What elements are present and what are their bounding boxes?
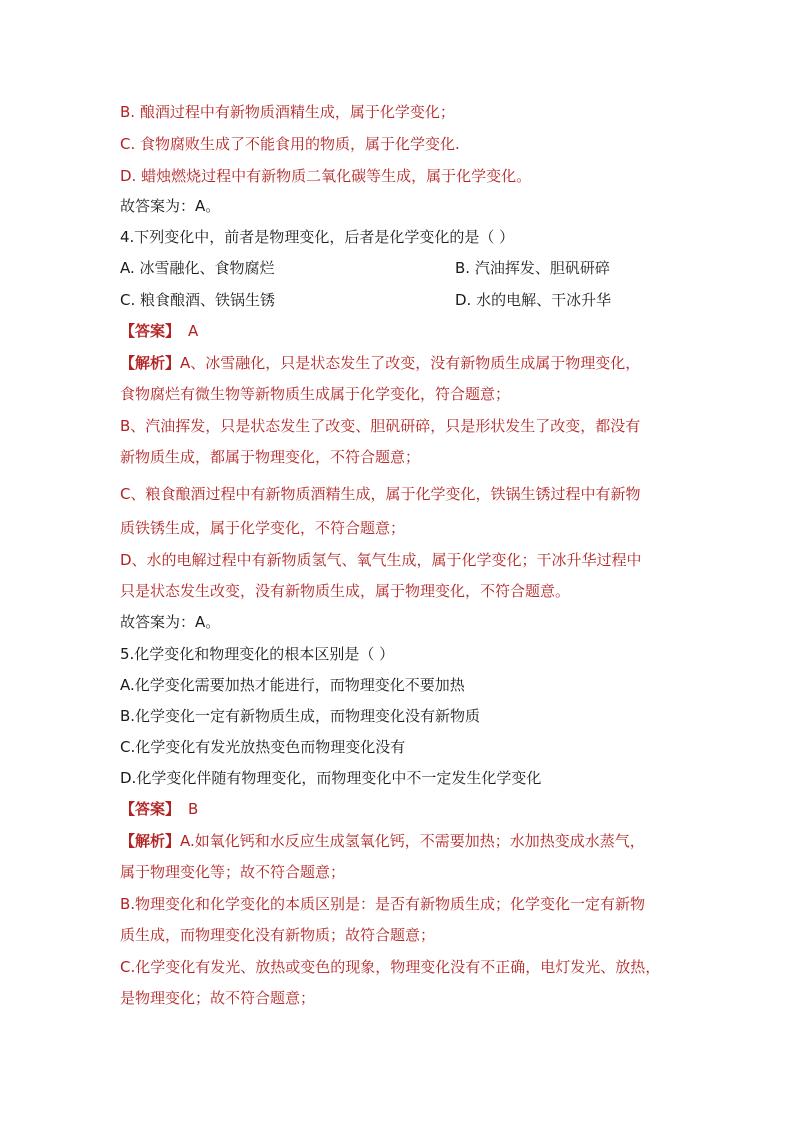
question-5-analysis-line-4: 质生成，而物理变化没有新物质；故符合题意； — [120, 926, 436, 944]
question-5-answer — [120, 799, 198, 819]
question-4-option-a: A. 冰雪融化、食物腐烂 — [120, 259, 275, 277]
question-4-option-d: D. 水的电解、干冰升华 — [455, 291, 612, 309]
question-4-answer — [120, 321, 198, 341]
question-5-option-b: B.化学变化一定有新物质生成，而物理变化没有新物质 — [120, 707, 481, 725]
question-4-analysis-line-2: 食物腐烂有微生物等新物质生成属于化学变化，符合题意； — [120, 385, 511, 403]
question-4-conclusion: 故答案为：A。 — [120, 613, 221, 631]
question-4-analysis-line-6: 质铁锈生成，属于化学变化，不符合题意； — [120, 519, 406, 537]
question-5-analysis-line-5: C.化学变化有发光、放热或变色的现象，物理变化没有不正确，电灯发光、放热， — [120, 958, 661, 976]
question-4-analysis-line-1 — [120, 353, 640, 373]
question-5-option-a: A.化学变化需要加热才能进行，而物理变化不要加热 — [120, 676, 465, 694]
option-d-explanation: D. 蜡烛燃烧过程中有新物质二氧化碳等生成，属于化学变化。 — [120, 167, 532, 185]
question-4-analysis-line-4: 新物质生成，都属于物理变化，不符合题意； — [120, 448, 421, 466]
answer-tag: 【答案】 — [120, 322, 181, 340]
answer-conclusion: 故答案为：A。 — [120, 197, 221, 215]
question-4-option-c: C. 粮食酿酒、铁锅生锈 — [120, 291, 276, 309]
answer-value: A — [188, 322, 199, 340]
question-5-analysis-line-1 — [120, 831, 645, 851]
answer-tag: 【答案】 — [120, 800, 181, 818]
question-5-stem: 5.化学变化和物理变化的根本区别是（ ） — [120, 645, 395, 663]
question-4-stem: 4.下列变化中，前者是物理变化，后者是化学变化的是（ ） — [120, 228, 515, 246]
question-5-option-c: C.化学变化有发光放热变色而物理变化没有 — [120, 738, 406, 756]
question-5-option-d: D.化学变化伴随有物理变化，而物理变化中不一定发生化学变化 — [120, 769, 542, 787]
question-5-analysis-line-3: B.物理变化和化学变化的本质区别是：是否有新物质生成；化学变化一定有新物 — [120, 895, 646, 913]
question-4-analysis-line-7: D、水的电解过程中有新物质氢气、氧气生成，属于化学变化；干冰升华过程中 — [120, 551, 642, 569]
question-4-analysis-line-3: B、汽油挥发，只是状态发生了改变、胆矾研碎，只是形状发生了改变，都没有 — [120, 417, 641, 435]
question-4-option-b: B. 汽油挥发、胆矾研碎 — [455, 259, 610, 277]
question-4-analysis-line-5: C、粮食酿酒过程中有新物质酒精生成，属于化学变化，铁锅生锈过程中有新物 — [120, 485, 641, 503]
question-5-analysis-line-6: 是物理变化；故不符合题意； — [120, 989, 316, 1007]
analysis-tag: 【解析】 — [120, 354, 181, 372]
analysis-text: A.如氧化钙和水反应生成氢氧化钙，不需要加热；水加热变成水蒸气， — [180, 832, 645, 850]
question-4-analysis-line-8: 只是状态发生改变，没有新物质生成，属于物理变化，不符合题意。 — [120, 582, 571, 600]
answer-value: B — [188, 800, 199, 818]
option-c-explanation: C. 食物腐败生成了不能食用的物质，属于化学变化. — [120, 135, 460, 153]
option-b-explanation: B. 酿酒过程中有新物质酒精生成，属于化学变化； — [120, 103, 455, 121]
analysis-tag: 【解析】 — [120, 832, 181, 850]
analysis-text: A、冰雪融化，只是状态发生了改变，没有新物质生成属于物理变化， — [180, 354, 641, 372]
question-5-analysis-line-2: 属于物理变化等；故不符合题意； — [120, 863, 346, 881]
